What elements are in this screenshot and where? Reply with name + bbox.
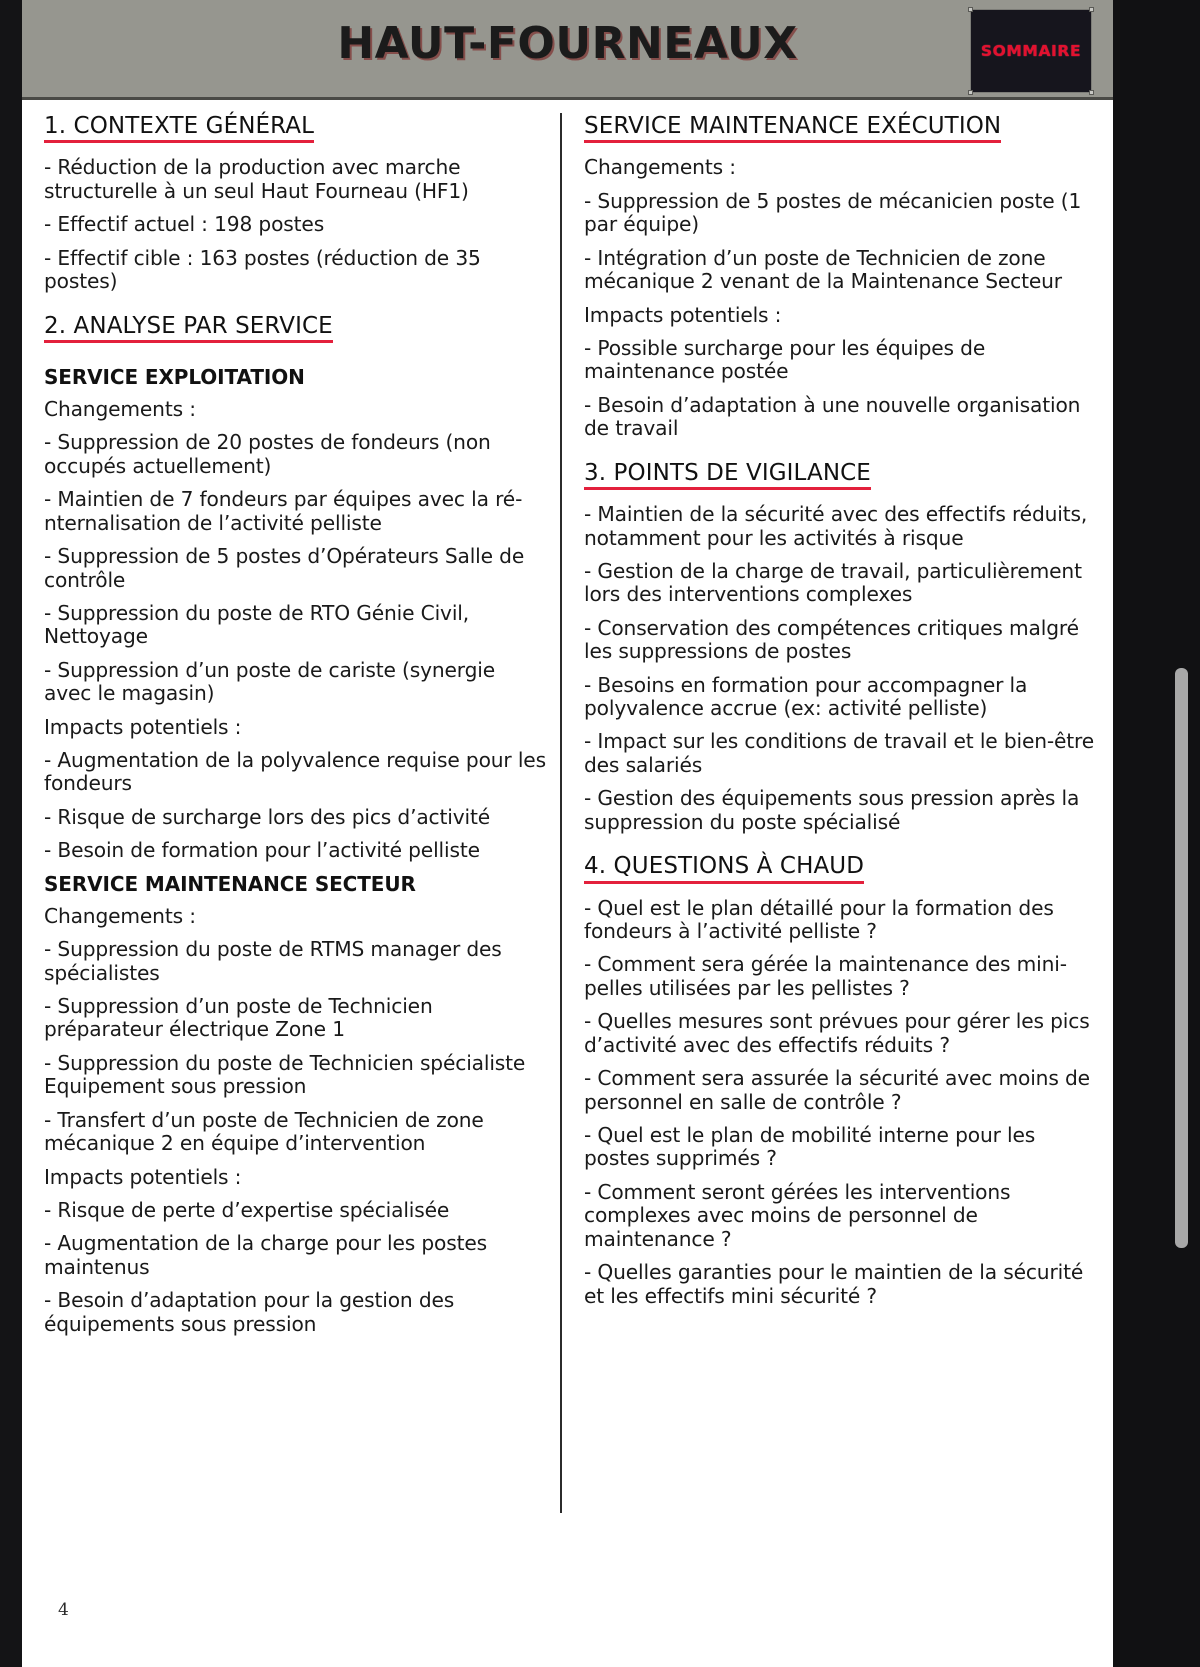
impacts-label: Impacts potentiels : [44, 1164, 242, 1189]
vigilance-item: - Gestion des équipements sous pression après la suppression du poste spécialisé [584, 786, 1080, 834]
vigilance-item: - Impact sur les conditions de travail et le bien-être des salariés [584, 729, 1095, 777]
left-column [22, 103, 560, 1543]
context-item: - Réduction de la production avec marche structurelle à un seul Haut Fourneau (HF1) [44, 155, 469, 203]
changes-label: Changements : [584, 155, 736, 180]
question-item: - Quel est le plan de mobilité interne pour les postes supprimés ? [584, 1122, 1036, 1171]
impact-item: - Risque de surcharge lors des pics d’activité [44, 804, 491, 829]
changes-label: Changements : [44, 396, 196, 421]
impacts-label: Impacts potentiels : [584, 302, 782, 327]
change-item: - Transfert d’un poste de Technicien de zone mécanique 2 en équipe d’intervention [44, 1107, 484, 1156]
heading-points-de-vigilance: 3. POINTS DE VIGILANCE [584, 460, 871, 490]
heading-contexte-general: 1. CONTEXTE GÉNÉRAL [44, 113, 314, 143]
left-gutter [0, 0, 22, 1667]
change-item: - Suppression du poste de RTMS manager des spécialistes [44, 937, 502, 985]
vigilance-item: - Besoins en formation pour accompagner la polyvalence accrue (ex: activité pelliste) [584, 672, 1028, 721]
impact-item: - Augmentation de la charge pour les postes maintenus [44, 1231, 488, 1279]
sommaire-button[interactable] [971, 10, 1091, 92]
context-item: - Effectif actuel : 198 postes [44, 212, 325, 237]
changes-label: Changements : [44, 903, 196, 928]
scrollbar-track[interactable] [1181, 0, 1194, 1667]
impacts-label: Impacts potentiels : [44, 714, 242, 739]
context-item: - Effectif cible : 163 postes (réduction de 35 postes) [44, 245, 481, 294]
title-banner [22, 0, 1113, 100]
impact-item: - Risque de perte d’expertise spécialisée [44, 1197, 450, 1222]
change-item: - Intégration d’un poste de Technicien de zone mécanique 2 venant de la Maintenance Secteur [584, 245, 1062, 294]
heading-analyse-par-service: 2. ANALYSE PAR SERVICE [44, 313, 333, 343]
page-number: 4 [58, 1600, 69, 1620]
impact-item: - Augmentation de la polyvalence requise pour les fondeurs [44, 748, 546, 796]
question-item: - Comment sera gérée la maintenance des mini-pelles utilisées par les pellistes ? [584, 952, 1067, 1000]
right-column [560, 103, 1113, 1543]
vigilance-item: - Maintien de la sécurité avec des effectifs réduits, notamment pour les activités à risque [584, 502, 1088, 550]
change-item: - Suppression de 20 postes de fondeurs (non occupés actuellement) [44, 430, 491, 478]
change-item: - Suppression d’un poste de Technicien préparateur électrique Zone 1 [44, 994, 433, 1042]
heading-service-maintenance-execution: SERVICE MAINTENANCE EXÉCUTION [584, 113, 1001, 143]
vigilance-item: - Gestion de la charge de travail, particulièrement lors des interventions complexes [584, 558, 1082, 607]
change-item: - Suppression de 5 postes de mécanicien poste (1 par équipe) [584, 188, 1082, 237]
question-item: - Comment sera assurée la sécurité avec moins de personnel en salle de contrôle ? [584, 1066, 1090, 1114]
resize-handle-top-left[interactable] [968, 7, 973, 12]
question-item: - Quel est le plan détaillé pour la formation des fondeurs à l’activité pelliste ? [584, 895, 1054, 944]
slide-body [22, 103, 1113, 1543]
resize-handle-bottom-left[interactable] [968, 90, 973, 95]
change-item: - Maintien de 7 fondeurs par équipes avec la ré-nternalisation de l’activité pelliste [44, 487, 523, 535]
impact-item: - Besoin d’adaptation à une nouvelle organisation de travail [584, 392, 1081, 441]
impact-item: - Possible surcharge pour les équipes de maintenance postée [584, 335, 986, 384]
question-item: - Comment seront gérées les interventions complexes avec moins de personnel de maintenance ? [584, 1179, 1011, 1251]
impact-item: - Besoin d’adaptation pour la gestion des équipements sous pression [44, 1288, 455, 1336]
question-item: - Quelles mesures sont prévues pour gérer les pics d’activité avec des effectifs réduits ? [584, 1009, 1090, 1057]
change-item: - Suppression d’un poste de cariste (synergie avec le magasin) [44, 657, 495, 706]
change-item: - Suppression de 5 postes d’Opérateurs Salle de contrôle [44, 544, 525, 592]
question-item: - Quelles garanties pour le maintien de la sécurité et les effectifs mini sécurité ? [584, 1260, 1084, 1308]
change-item: - Suppression du poste de RTO Génie Civil, Nettoyage [44, 600, 470, 649]
vigilance-item: - Conservation des compétences critiques malgré les suppressions de postes [584, 615, 1079, 664]
impact-item: - Besoin de formation pour l’activité pelliste [44, 838, 480, 863]
page-title: HAUT-FOURNEAUX [337, 18, 798, 69]
change-item: - Suppression du poste de Technicien spécialiste Equipement sous pression [44, 1050, 526, 1099]
heading-questions-a-chaud: 4. QUESTIONS À CHAUD [584, 853, 864, 883]
scrollbar-thumb[interactable] [1175, 668, 1188, 1248]
resize-handle-bottom-right[interactable] [1089, 90, 1094, 95]
heading-service-exploitation: SERVICE EXPLOITATION [44, 364, 305, 389]
heading-service-maintenance-secteur: SERVICE MAINTENANCE SECTEUR [44, 871, 416, 896]
sommaire-button-label: SOMMAIRE [980, 42, 1082, 60]
resize-handle-top-right[interactable] [1089, 7, 1094, 12]
